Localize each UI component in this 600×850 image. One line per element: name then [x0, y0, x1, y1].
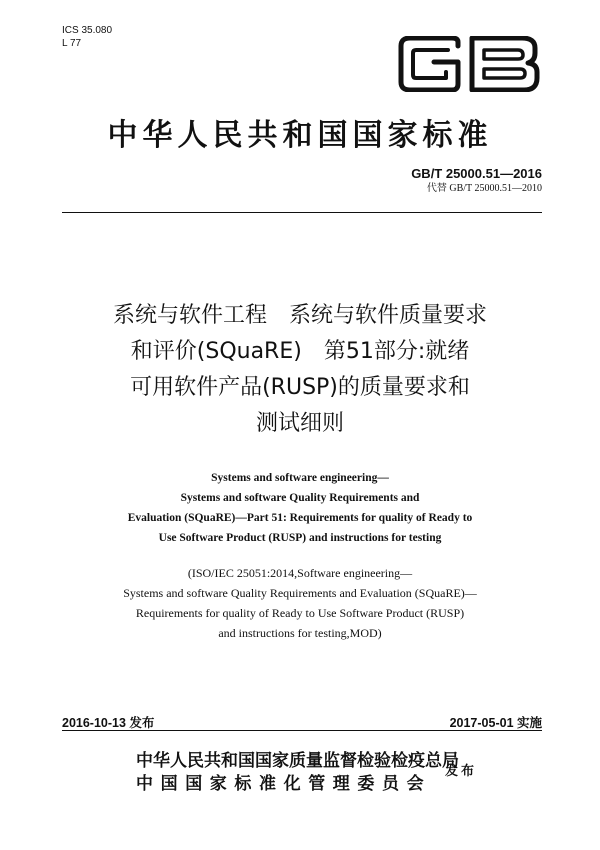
english-title-line: Systems and software Quality Requirements and	[180, 492, 420, 504]
implementation-date: 2017-05-01 实施	[449, 716, 542, 730]
standard-code-block	[411, 166, 542, 195]
english-title-line: Systems and software engineering—	[211, 472, 389, 484]
adoption-note	[0, 563, 600, 643]
adoption-line: Requirements for quality of Ready to Use Software Product (RUSP)	[135, 606, 465, 620]
chinese-title-line: 可用软件产品(RUSP)的质量要求和	[130, 375, 470, 400]
issue-label: 发布	[445, 764, 478, 779]
classification-codes	[62, 24, 112, 50]
header-divider	[62, 212, 542, 213]
english-title-line: Use Software Product (RUSP) and instructions for testing	[158, 532, 442, 544]
english-title	[0, 468, 600, 548]
replaces-standard: 代替 GB/T 25000.51—2010	[426, 183, 542, 194]
issue-date: 2016-10-13 发布	[62, 716, 155, 730]
issuer-sac: 中国国家标准化管理委员会	[136, 774, 432, 794]
chinese-title-line: 系统与软件工程 系统与软件质量要求	[112, 303, 487, 328]
date-row	[62, 713, 542, 731]
chinese-title-line: 和评价(SQuaRE) 第51部分:就绪	[130, 339, 470, 364]
adoption-line: and instructions for testing,MOD)	[218, 626, 382, 640]
adoption-line: Systems and software Quality Requirements and Evaluation (SQuaRE)—	[123, 586, 477, 600]
ics-code: ICS 35.080	[62, 25, 113, 36]
standard-name: 中华人民共和国国家标准	[107, 118, 493, 153]
issuer-aqsiq: 中华人民共和国国家质量监督检验检疫总局	[136, 751, 459, 771]
footer-divider	[62, 730, 542, 731]
adoption-line: (ISO/IEC 25051:2014,Software engineering—	[187, 566, 413, 580]
standard-code: GB/T 25000.51—2016	[411, 166, 542, 181]
chinese-title	[0, 298, 600, 442]
chinese-title-line: 测试细则	[255, 411, 344, 436]
ccs-code: L 77	[62, 38, 82, 49]
issuing-authorities	[136, 750, 459, 796]
gb-logo	[398, 36, 540, 92]
english-title-line: Evaluation (SQuaRE)—Part 51: Requirements for quality of Ready to	[127, 512, 473, 524]
